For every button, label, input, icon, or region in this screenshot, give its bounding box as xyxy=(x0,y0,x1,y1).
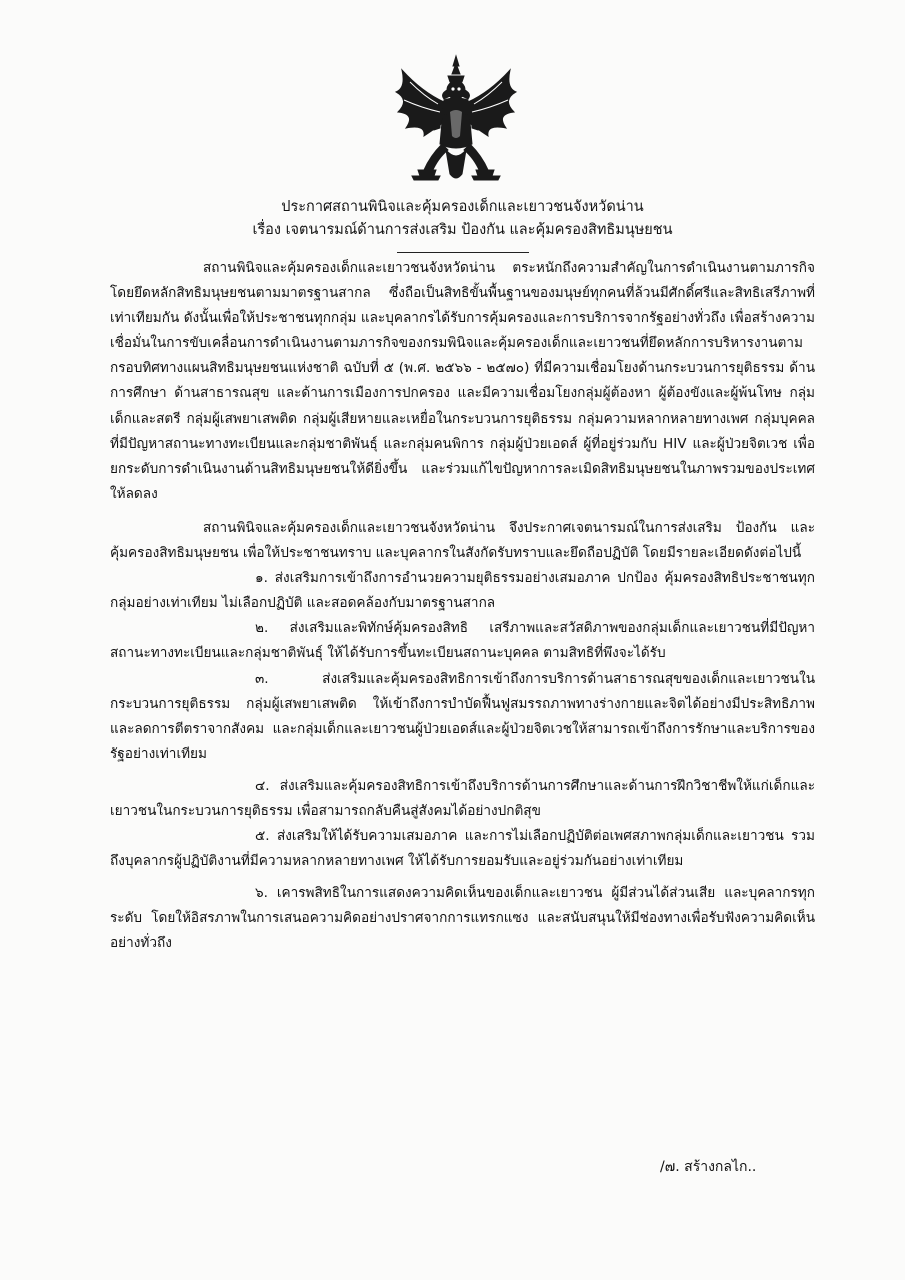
list-item: ๓. ส่งเสริมและคุ้มครองสิทธิการเข้าถึงการบริการด้านสาธารณสุขของเด็กและเยาวชนในกระบวนการยุติธรรม กลุ่มผู้เสพยาเสพติด ให้เข้าถึงการบำบัดฟื้นฟูสมรรถภาพทางร่างกายและจิตได้อย่างมีประสิทธิภาพและลดการตีตราจากสังคม และกลุ่มเด็กและเยาวชนผู้ป่วยเอดส์และผู้ป่วยจิตเวชให้สามารถเข้าถึงการรักษาและบริการของรัฐอย่างเท่าเทียม xyxy=(110,670,815,762)
document-header xyxy=(110,196,815,253)
list-item: ๑. ส่งเสริมการเข้าถึงการอำนวยความยุติธรรมอย่างเสมอภาค ปกป้อง คุ้มครองสิทธิประชาชนทุกกลุ่มอย่างเท่าเทียม ไม่เลือกปฏิบัติ และสอดคล้องกับมาตรฐานสากล xyxy=(110,570,815,612)
garuda-emblem-icon xyxy=(388,52,524,192)
list-item: ๖. เคารพสิทธิในการแสดงความคิดเห็นของเด็กและเยาวชน ผู้มีส่วนได้ส่วนเสีย และบุคลากรทุกระดับ โดยให้อิสรภาพในการเสนอความคิดอย่างปราศจากการแทรกแซง และสนับสนุนให้มีช่องทางเพื่อรับฟังความคิดเห็นอย่างทั่วถึง xyxy=(110,885,815,952)
continuation-note: /๗. สร้างกลไก.. xyxy=(660,1159,757,1175)
list-item: ๕. ส่งเสริมให้ได้รับความเสมอภาค และการไม่เลือกปฏิบัติต่อเพศสภาพกลุ่มเด็กและเยาวชน รวมถึงบุคลากรผู้ปฏิบัติงานที่มีความหลากหลายทางเพศ ให้ได้รับการยอมรับและอยู่ร่วมกันอย่างเท่าเทียม xyxy=(110,828,815,870)
document-body xyxy=(110,256,815,957)
body-paragraph: สถานพินิจและคุ้มครองเด็กและเยาวชนจังหวัดน่าน จึงประกาศเจตนารมณ์ในการส่งเสริม ป้องกัน และคุ้มครองสิทธิมนุษยชน เพื่อให้ประชาชนทราบ และบุคลากรในสังกัดรับทราบและยึดถือปฏิบัติ โดยมีรายละเอียดดังต่อไปนี้ xyxy=(110,519,815,562)
document-subject: เรื่อง เจตนารมณ์ด้านการส่งเสริม ป้องกัน และคุ้มครองสิทธิมนุษยชน xyxy=(252,222,673,238)
list-item: ๔. ส่งเสริมและคุ้มครองสิทธิการเข้าถึงบริการด้านการศึกษาและด้านการฝึกวิชาชีพให้แก่เด็กและเยาวชนในกระบวนการยุติธรรม เพื่อสามารถกลับคืนสู่สังคมได้อย่างปกติสุข xyxy=(110,777,815,819)
document-title: ประกาศสถานพินิจและคุ้มครองเด็กและเยาวชนจังหวัดน่าน xyxy=(281,199,644,215)
list-item: ๒. ส่งเสริมและพิทักษ์คุ้มครองสิทธิ เสรีภาพและสวัสดิภาพของกลุ่มเด็กและเยาวชนที่มีปัญหาสถานะทางทะเบียนและกลุ่มชาติพันธุ์ ให้ได้รับการขึ้นทะเบียนสถานะบุคคล ตามสิทธิที่พึงจะได้รับ xyxy=(110,620,815,662)
header-divider xyxy=(397,252,529,253)
body-paragraph: สถานพินิจและคุ้มครองเด็กและเยาวชนจังหวัดน่าน ตระหนักถึงความสำคัญในการดำเนินงานตามภารกิจโดยยึดหลักสิทธิมนุษยชนตามมาตรฐานสากล ซึ่งถือเป็นสิทธิขั้นพื้นฐานของมนุษย์ทุกคนที่ล้วนมีศักดิ์ศรีและสิทธิเสรีภาพที่เท่าเทียมกัน ดังนั้นเพื่อให้ประชาชนทุกกลุ่ม และบุคลากรได้รับการคุ้มครองและการบริการจากรัฐอย่างทั่วถึง เพื่อสร้างความเชื่อมั่นในการขับเคลื่อนการดำเนินงานตามภารกิจของกรมพินิจและคุ้มครองเด็กและเยาวชนที่ยึดหลักการบริหารงานตามกรอบทิศทางแผนสิทธิมนุษยชนแห่งชาติ ฉบับที่ ๕ (พ.ศ. ๒๕๖๖ - ๒๕๗๐) ที่มีความเชื่อมโยงด้านกระบวนการยุติธรรม ด้านการศึกษา ด้านสาธารณสุข และด้านการเมืองการปกครอง และมีความเชื่อมโยงกลุ่มผู้ต้องหา ผู้ต้องขังและผู้พ้นโทษ กลุ่มเด็กและสตรี กลุ่มผู้เสพยาเสพติด กลุ่มผู้เสียหายและเหยื่อในกระบวนการยุติธรรม กลุ่มความหลากหลายทางเพศ กลุ่มบุคคลที่มีปัญหาสถานะทางทะเบียนและกลุ่มชาติพันธุ์ และกลุ่มคนพิการ กลุ่มผู้ป่วยเอดส์ ผู้ที่อยู่ร่วมกับ HIV และผู้ป่วยจิตเวช เพื่อยกระดับการดำเนินงานด้านสิทธิมนุษยชนให้ดียิ่งขึ้น และร่วมแก้ไขปัญหาการละเมิดสิทธิมนุษยชนในภาพรวมของประเทศให้ลดลง xyxy=(110,260,815,502)
